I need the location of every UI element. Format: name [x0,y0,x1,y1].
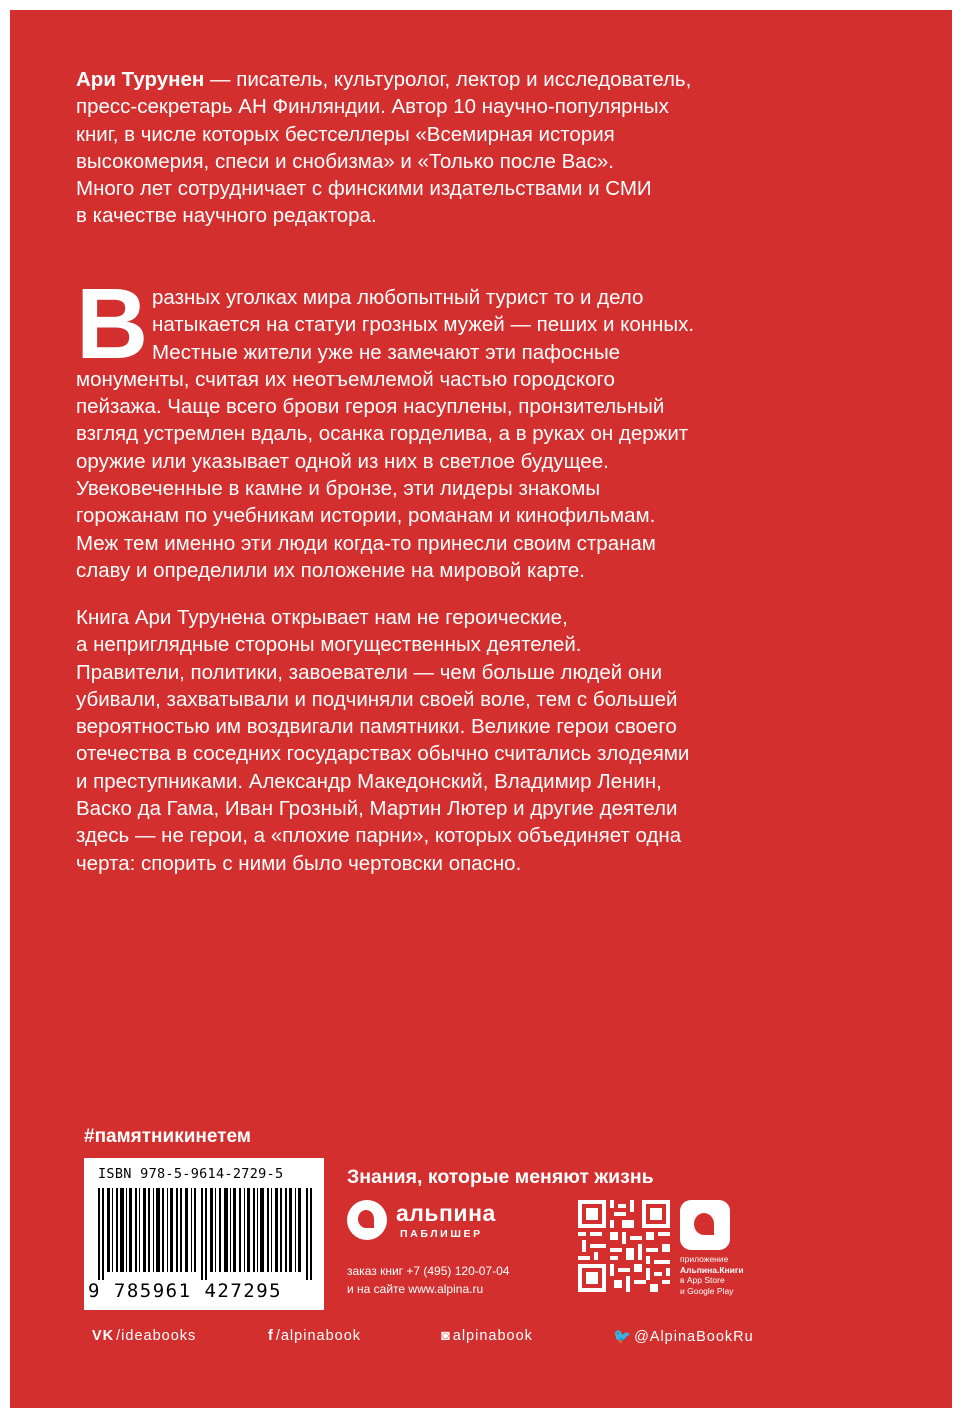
social-handle: @AlpinaBookRu [634,1328,754,1345]
author-bio [76,66,796,230]
publisher-name: альпина [396,1200,496,1226]
para-line: отечества в соседних государствах обычно считались злодеями [76,742,690,766]
bio-line: в качестве научного редактора. [76,204,377,228]
app-line: и Google Play [680,1285,734,1296]
app-line: приложение [680,1254,729,1264]
instagram-icon: ◙ [441,1328,451,1344]
bio-line: Много лет сотрудничает с финскими издательствами и СМИ [76,177,652,201]
hashtag: #памятникинетем [84,1126,251,1147]
para-line: оружие или указывает одной из них в светлое будущее. [76,449,609,473]
para-line: Местные жители уже не замечают эти пафосные [152,340,621,364]
publisher-subtitle: ПАБЛИШЕР [400,1228,483,1240]
para-line: пейзажа. Чаще всего брови героя насуплены, пронзительный [76,395,665,419]
para-line: Меж тем именно эти люди когда-то принесли своим странам [76,531,656,555]
twitter-icon: 🐦 [613,1329,633,1345]
annotation-paragraph-1 [76,268,776,584]
para-line: натыкается на статуи грозных мужей — пеших и конных. [152,313,695,337]
para-line: Васко да Гама, Иван Грозный, Мартин Лютер и другие деятели [76,797,678,821]
bio-line: пресс-секретарь АН Финляндии. Автор 10 научно-популярных [76,95,669,119]
para-line: Книга Ари Турунена открывает нам не героические, [76,606,568,629]
para-line: и преступниками. Александр Македонский, Владимир Ленин, [76,769,662,793]
author-name: Ари Турунен [76,68,205,91]
para-line: Увековеченные в камне и бронзе, эти лидеры знакомы [76,477,601,501]
isbn-label: ISBN 978-5-9614-2729-5 [98,1166,284,1182]
para-line: Правители, политики, завоеватели — чем больше людей они [76,660,663,684]
vk-icon: VK [92,1328,115,1344]
para-line: монументы, считая их неотъемлемой частью городского [76,367,615,391]
annotation-paragraph-2 [76,604,776,877]
para-line: а неприглядные стороны могущественных деятелей. [76,633,582,657]
para-line: вероятностью им воздвигали памятники. Великие герои своего [76,715,677,739]
app-line: в App Store [680,1275,725,1285]
publisher-slogan: Знания, которые меняют жизнь [347,1166,654,1188]
para-line: убивали, захватывали и подчиняли своей воле, тем с большей [76,687,678,711]
app-name: Альпина.Книги [680,1264,744,1275]
isbn-digits: 9 785961 427295 [88,1280,283,1302]
barcode-box [84,1158,324,1310]
barcode-bars [98,1188,312,1280]
bio-line: высокомерия, спеси и снобизма» и «Только после Вас». [76,149,614,173]
social-instagram[interactable] [441,1328,533,1344]
para-line: черта: спорить с ними было чертовски опасно. [76,851,522,875]
social-handle: /alpinabook [275,1328,362,1344]
para-line: разных уголках мира любопытный турист то и дело [152,286,644,309]
facebook-icon: f [268,1328,274,1344]
social-handle: alpinabook [452,1328,533,1344]
order-phone: заказ книг +7 (495) 120-07-04 [347,1264,510,1278]
social-vk[interactable] [92,1328,196,1344]
bio-line: — писатель, культуролог, лектор и исследователь, [204,68,692,91]
para-line: взгляд устремлен вдаль, осанка горделива, а в руках он держит [76,422,689,446]
order-info [347,1262,509,1298]
app-store-info [680,1254,770,1296]
para-line: горожанам по учебникам истории, романам и кинофильмам. [76,504,656,528]
para-line: здесь — не герои, а «плохие парни», которых объединяет одна [76,824,682,848]
social-facebook[interactable] [268,1328,361,1344]
social-twitter[interactable] [613,1328,754,1345]
alpina-app-icon[interactable] [680,1200,730,1250]
alpina-logo-icon [347,1200,387,1240]
para-line: славу и определили их положение на мировой карте. [76,558,585,582]
qr-code-icon[interactable] [578,1200,670,1292]
bio-line: книг, в числе которых бестселлеры «Всемирная история [76,122,615,146]
order-site: и на сайте www.alpina.ru [347,1282,484,1296]
social-handle: /ideabooks [116,1328,197,1344]
drop-cap: В [76,268,149,380]
